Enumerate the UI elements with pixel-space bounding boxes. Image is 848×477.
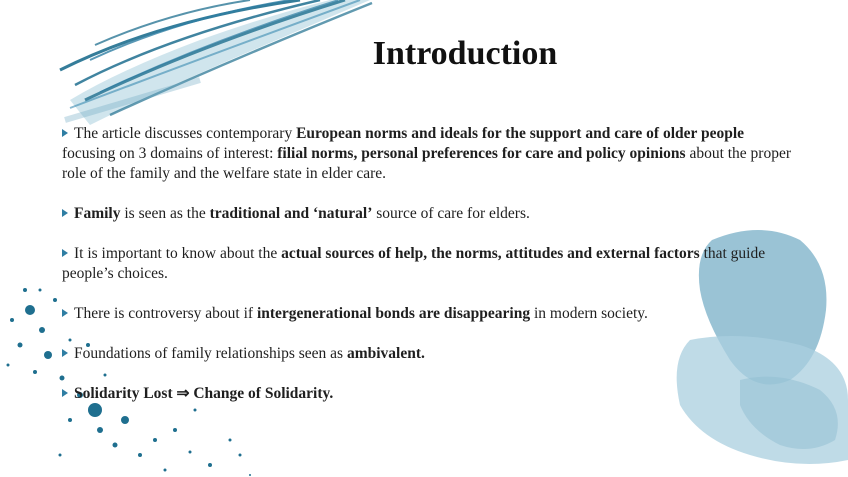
- slide-title: Introduction: [372, 35, 558, 72]
- triangle-bullet-icon: [62, 249, 68, 257]
- bullet-item: Solidarity Lost ⇒ Change of Solidarity.: [62, 384, 797, 404]
- triangle-bullet-icon: [62, 129, 68, 137]
- bullet-list: [62, 124, 797, 404]
- bullet-item: It is important to know about the actual sources of help, the norms, attitudes and external factors that guide people’s choices.: [62, 245, 766, 282]
- bullet-item: Foundations of family relationships seen as ambivalent.: [62, 344, 797, 364]
- triangle-bullet-icon: [62, 389, 68, 397]
- triangle-bullet-icon: [62, 209, 68, 217]
- triangle-bullet-icon: [62, 349, 68, 357]
- bullet-item: Family is seen as the traditional and ‘natural’ source of care for elders.: [62, 204, 797, 224]
- bullet-item: There is controversy about if intergenerational bonds are disappearing in modern society.: [62, 304, 797, 324]
- bullet-item: The article discusses contemporary European norms and ideals for the support and care of older people focusing on 3 domains of interest: filial norms, personal preferences for care and policy opinions about the proper role of the family and the welfare state in elder care.: [62, 125, 792, 182]
- triangle-bullet-icon: [62, 309, 68, 317]
